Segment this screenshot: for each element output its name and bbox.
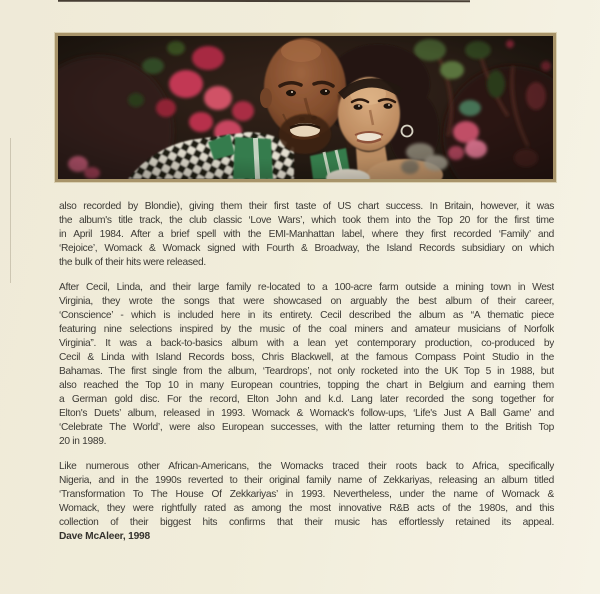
text-line: Cecil & Linda with Island Records boss, Chris Blackwell, at the famous Compass Point Studio in the <box>59 352 554 363</box>
text-line: Bahamas. The first single from the album, ‘Teardrops’, not only rocketed into the UK Top 5 in 1988, but <box>59 366 554 377</box>
text-line: 20 in 1989. <box>59 436 107 447</box>
author-byline: Dave McAleer, 1998 <box>59 531 150 542</box>
text-line: ‘Celebrate The World’, were also European successes, with the latter returning them to the British Top <box>59 422 554 433</box>
text-line: After Cecil, Linda, and their large family re-located to a 100-acre farm outside a mining town in West <box>59 282 554 293</box>
scan-edge-artifact <box>58 0 470 2</box>
paragraph-1 <box>59 200 554 270</box>
womack-duo-photo <box>55 33 556 182</box>
text-line: also recorded by Blondie), giving them their first taste of US chart success. In Britain, however, it was <box>59 201 554 212</box>
text-line: featuring nine selections inspired by the music of the coal miners and amateur musicians of Norfolk <box>59 324 554 335</box>
text-line: collection of their biggest hits confirms that their music has effortlessly retained its appeal. <box>59 517 554 528</box>
photo-illustration <box>58 36 553 179</box>
text-line: a German gold disc. For the record, Elton John and k.d. Lang later recorded the song together for <box>59 394 554 405</box>
text-line: ‘Transformation To The House Of Zekkariyas’ in 1993. Nevertheless, under the name of Womack & <box>59 489 554 500</box>
text-line: the bulk of their hits were released. <box>59 257 206 268</box>
text-line: Virginia”. It was a back-to-basics album with a lean yet contemporary production, co-produced by <box>59 338 554 349</box>
page-crease-line <box>10 138 11 283</box>
text-line: Virginia, they wrote the songs that were showcased on arguably the best album of their career, <box>59 296 554 307</box>
paragraph-2 <box>59 281 554 449</box>
text-line: Elton's Duets’ album, released in 1993. Womack & Womack's follow-ups, ‘Life's Just A Ball Game’ and <box>59 408 554 419</box>
text-line: in April 1984. After a brief spell with the EMI-Manhattan label, where they first recorded ‘Family’ and <box>59 229 554 240</box>
paragraph-3 <box>59 460 554 544</box>
liner-notes-text <box>59 200 554 555</box>
text-line: also reached the Top 10 in many European countries, topping the chart in Belgium and earning them <box>59 380 554 391</box>
text-line: Like numerous other African-Americans, the Womacks traced their roots back to Africa, specifically <box>59 461 554 472</box>
text-line: ‘Rejoice’, Womack & Womack signed with Fourth & Broadway, the Island Records subsidiary on which <box>59 243 554 254</box>
text-line: ‘Conscience’ - which is included here in its entirety. Cecil described the album as “A thematic piece <box>59 310 554 321</box>
text-line: Womack, they were rightfully rated as among the most innovative R&B acts of the 1980s, and this <box>59 503 554 514</box>
text-line: the album's title track, the club classic ‘Love Wars’, which took them into the Top 20 for the first time <box>59 215 554 226</box>
text-line: Nigeria, and in the 1990s reverted to their original family name of Zekkariyas, releasing an album titled <box>59 475 554 486</box>
